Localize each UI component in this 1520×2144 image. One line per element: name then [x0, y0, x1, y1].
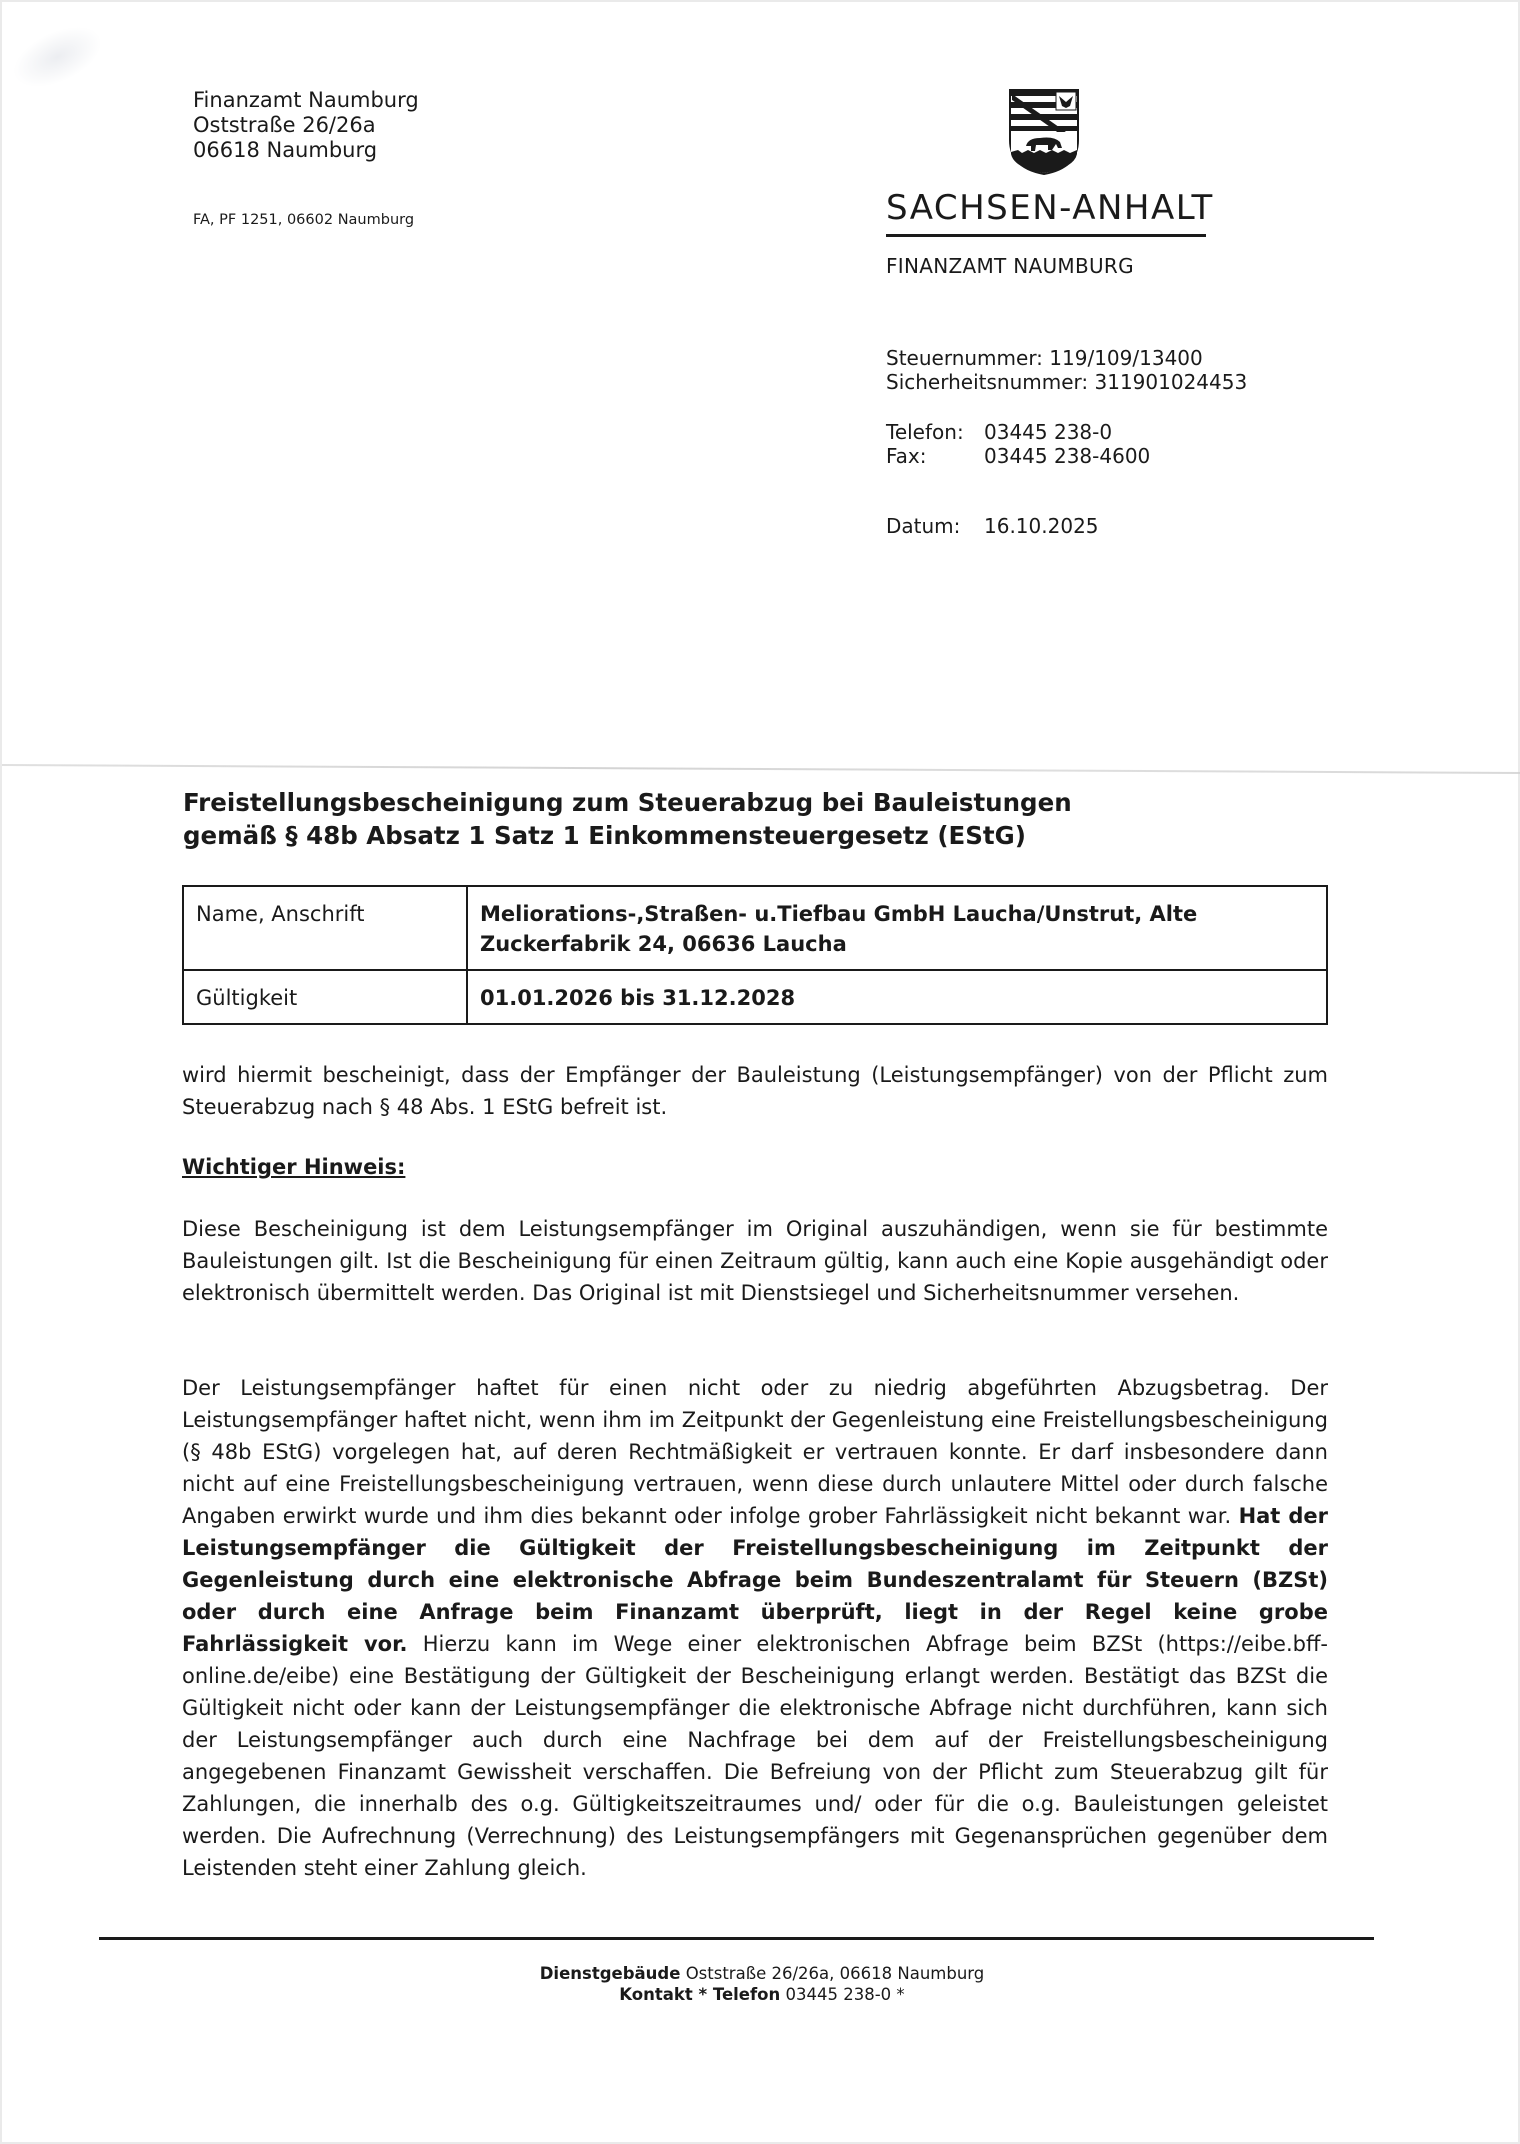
state-name: SACHSEN-ANHALT — [886, 188, 1214, 228]
table-row — [183, 886, 1327, 970]
coat-of-arms-icon — [1008, 88, 1080, 176]
sicherheitsnummer-row — [886, 370, 1247, 394]
footer-contact-phone: 03445 238-0 * — [785, 1985, 905, 2004]
steuernummer-row — [886, 346, 1203, 370]
fax-label: Fax: — [886, 444, 927, 468]
sicherheitsnummer-label: Sicherheitsnummer: — [886, 370, 1089, 394]
scan-smudge — [4, 14, 111, 99]
sicherheitsnummer-value: 311901024453 — [1094, 370, 1248, 394]
steuernummer-value: 119/109/13400 — [1049, 346, 1203, 370]
footer-building-label: Dienstgebäude — [539, 1964, 681, 1983]
datum-value: 16.10.2025 — [984, 514, 1099, 538]
sender-address — [193, 88, 419, 163]
note-paragraph-2 — [182, 1372, 1328, 1884]
footer-contact — [2, 1984, 1520, 2005]
state-underline — [886, 234, 1206, 237]
table-row — [183, 970, 1327, 1024]
footer-divider — [99, 1937, 1374, 1940]
footer-building-address: Oststraße 26/26a, 06618 Naumburg — [685, 1964, 985, 1983]
datum-row — [886, 514, 1099, 538]
paragraph-2-end: Hierzu kann im Wege einer elektronischen Abfrage beim BZSt (https://eibe.bff-online.de/eibe) eine Bestätigung der Gültigkeit der Bescheinigung erlangt werden. Bestätigt das BZSt die Gültigkeit nicht oder kann der Leistungsempfänger die elektronische Abfrage nicht durchführen, kann sich der Leistungsempfänger auch durch eine Nachfrage bei dem auf der Freistellungsbescheinigung angegebenen Finanzamt Gewissheit verschaffen. Die Befreiung von der Pflicht zum Steuerabzug gilt für Zahlungen, die innerhalb des o.g. Gültigkeitszeitraumes und/ oder für die o.g. Bauleistungen geleistet werden. Die Aufrechnung (Verrechnung) des Leistungsempfängers mit Gegenansprüchen gegenüber dem Leistenden steht einer Zahlung gleich. — [182, 1632, 1328, 1880]
office-name: FINANZAMT NAUMBURG — [886, 254, 1134, 278]
title-line-2: gemäß § 48b Absatz 1 Satz 1 Einkommensteuergesetz (EStG) — [183, 821, 1026, 850]
validity-value: 01.01.2026 bis 31.12.2028 — [467, 970, 1327, 1024]
paragraph-2-start: Der Leistungsempfänger haftet für einen nicht oder zu niedrig abgeführten Abzugsbetrag. Der Leistungsempfänger haftet nicht, wenn ihm im Zeitpunkt der Gegenleistung eine Freistellungsbescheinigung (§ 48b EStG) vorgelegen hat, auf deren Rechtmäßigkeit er vertrauen konnte. Er darf insbesondere dann nicht auf eine Freistellungsbescheinigung vertrauen, wenn diese durch unlautere Mittel oder durch falsche Angaben erwirkt wurde und ihm dies bekannt oder infolge grober Fahrlässigkeit nicht bekannt war. — [182, 1376, 1328, 1528]
footer — [2, 1963, 1520, 2005]
title-line-1: Freistellungsbescheinigung zum Steuerabzug bei Bauleistungen — [183, 788, 1072, 817]
certificate-table — [182, 885, 1328, 1025]
paper-fold-line — [2, 764, 1520, 774]
important-note-heading: Wichtiger Hinweis: — [182, 1155, 406, 1179]
sender-city: 06618 Naumburg — [193, 138, 378, 162]
telefon-label: Telefon: — [886, 420, 964, 444]
telefon-value: 03445 238-0 — [984, 420, 1113, 444]
note-paragraph-1: Diese Bescheinigung ist dem Leistungsempfänger im Original auszuhändigen, wenn sie für bestimmte Bauleistungen gilt. Ist die Bescheinigung für einen Zeitraum gültig, kann auch eine Kopie ausgehändigt oder elektronisch übermittelt werden. Das Original ist mit Dienstsiegel und Sicherheitsnummer versehen. — [182, 1217, 1328, 1305]
paragraph-2-bold: Hat der Leistungsempfänger die Gültigkeit der Freistellungsbescheinigung im Zeitpunkt der Gegenleistung durch eine elektronische Abfrage beim Bundeszentralamt für Steuern (BZSt) oder durch eine Anfrage beim Finanzamt überprüft, liegt in der Regel keine grobe Fahrlässigkeit vor. — [182, 1504, 1328, 1656]
return-address: FA, PF 1251, 06602 Naumburg — [193, 212, 415, 228]
datum-label: Datum: — [886, 514, 961, 538]
intro-paragraph: wird hiermit bescheinigt, dass der Empfänger der Bauleistung (Leistungsempfänger) von der Pflicht zum Steuerabzug nach § 48 Abs. 1 EStG befreit ist. — [182, 1063, 1328, 1119]
fax-value: 03445 238-4600 — [984, 444, 1151, 468]
telefon-row — [886, 420, 1112, 444]
footer-contact-label: Kontakt * Telefon — [619, 1985, 781, 2004]
fax-row — [886, 444, 1150, 468]
footer-building — [2, 1963, 1520, 1984]
document-title — [183, 786, 1072, 852]
name-address-value: Meliorations-,Straßen- u.Tiefbau GmbH Laucha/Unstrut, Alte Zuckerfabrik 24, 06636 Laucha — [467, 886, 1327, 970]
steuernummer-label: Steuernummer: — [886, 346, 1043, 370]
sender-name: Finanzamt Naumburg — [193, 88, 419, 112]
validity-label: Gültigkeit — [183, 970, 467, 1024]
sender-street: Oststraße 26/26a — [193, 113, 376, 137]
name-address-label: Name, Anschrift — [183, 886, 467, 970]
